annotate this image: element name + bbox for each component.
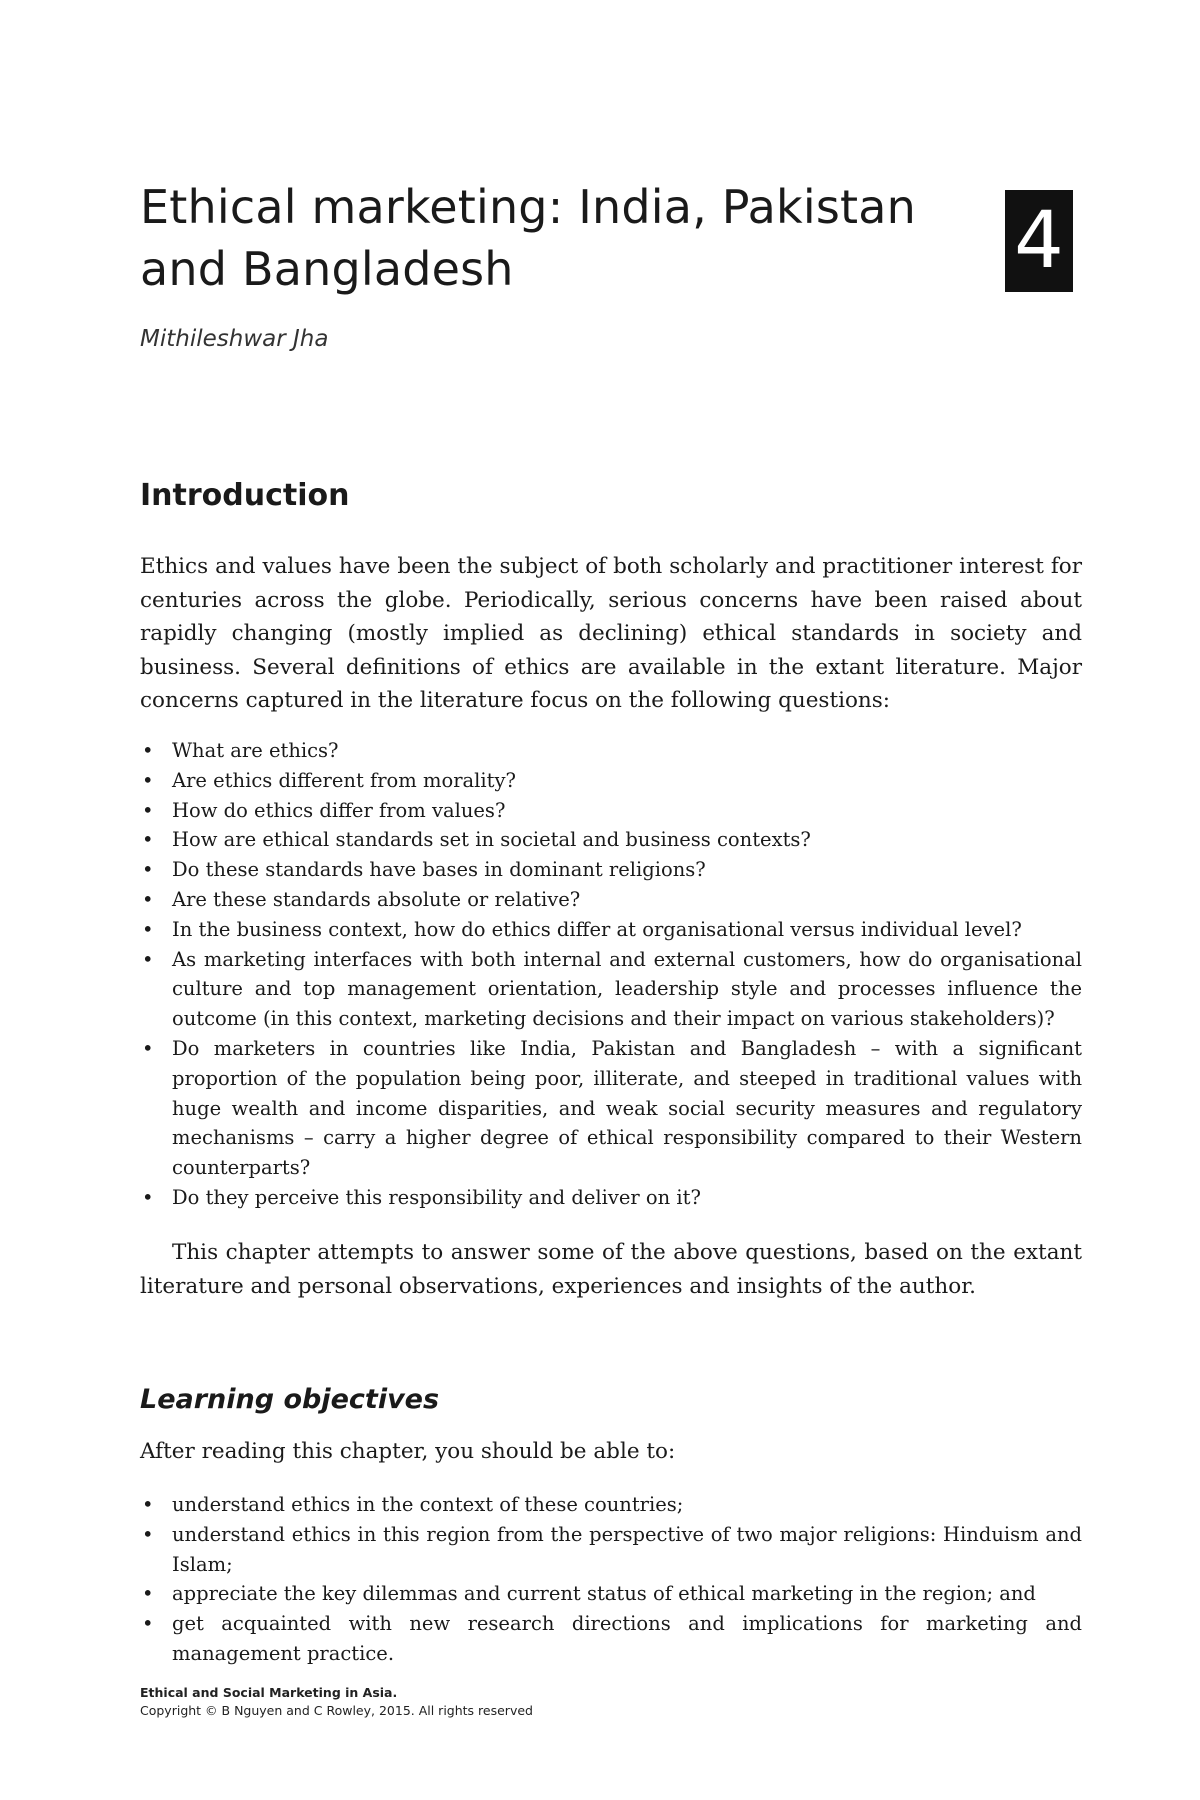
bullet-icon: • <box>142 1493 154 1516</box>
bullet-icon: • <box>142 739 154 762</box>
objective-item <box>140 1490 1082 1520</box>
learning-objectives-heading: Learning objectives <box>140 1384 440 1415</box>
bullet-icon: • <box>142 798 154 822</box>
question-item <box>140 945 1082 1034</box>
bullet-icon: • <box>142 1522 154 1546</box>
introduction-closing-block <box>140 1236 1082 1303</box>
footer-book-title: Ethical and Social Marketing in Asia. <box>140 1685 398 1700</box>
chapter-title <box>140 176 960 300</box>
bullet-icon: • <box>142 887 154 911</box>
bullet-icon: • <box>142 917 154 941</box>
objective-text: get acquainted with new research directions and implications for marketing and management practice. <box>172 1612 1082 1665</box>
question-text: Do these standards have bases in dominant religions? <box>172 858 706 882</box>
question-item <box>140 855 1082 885</box>
question-text: Are ethics different from morality? <box>172 768 516 792</box>
objective-text: appreciate the key dilemmas and current status of ethical marketing in the region; and <box>172 1582 1036 1606</box>
introduction-paragraph-block <box>140 550 1082 718</box>
learning-objectives-list-block <box>140 1490 1082 1669</box>
chapter-title-line-1: Ethical marketing: India, Pakistan <box>140 180 916 234</box>
question-item <box>140 1034 1082 1183</box>
footer-copyright: Copyright © B Nguyen and C Rowley, 2015. All rights reserved <box>140 1703 533 1718</box>
bullet-icon: • <box>142 1036 154 1060</box>
bullet-icon: • <box>142 768 154 792</box>
introduction-paragraph: Ethics and values have been the subject of both scholarly and practitioner interest for centuries across the globe. Periodically, serious concerns have been raised about rapidly changing (mostly implied as declining) ethical standards in society and business. Several definitions of ethics are available in the extant literature. Major concerns captured in the literature focus on the following questions: <box>140 554 1082 713</box>
chapter-title-line-2: and Bangladesh <box>140 242 514 296</box>
bullet-icon: • <box>142 1612 154 1636</box>
introduction-heading: Introduction <box>140 478 350 513</box>
question-item <box>140 766 1082 796</box>
objective-item <box>140 1520 1082 1580</box>
bullet-icon: • <box>142 858 154 882</box>
introduction-question-list <box>140 736 1082 1213</box>
bullet-icon: • <box>142 828 154 852</box>
page-footer <box>140 1684 533 1720</box>
question-item <box>140 915 1082 945</box>
question-text: Do they perceive this responsibility and deliver on it? <box>172 1185 701 1209</box>
question-text: In the business context, how do ethics differ at organisational versus individual level? <box>172 917 1022 941</box>
bullet-icon: • <box>142 1185 154 1209</box>
learning-objectives-intro-block <box>140 1435 1082 1469</box>
introduction-question-list-block <box>140 736 1082 1213</box>
learning-objectives-list <box>140 1490 1082 1669</box>
objective-item <box>140 1579 1082 1609</box>
question-item <box>140 885 1082 915</box>
question-text: Are these standards absolute or relative? <box>172 887 581 911</box>
question-text: What are ethics? <box>172 739 339 762</box>
question-item <box>140 1183 1082 1213</box>
bullet-icon: • <box>142 1582 154 1606</box>
objective-item <box>140 1609 1082 1669</box>
chapter-author: Mithileshwar Jha <box>140 326 329 352</box>
objective-text: understand ethics in the context of these countries; <box>172 1493 684 1516</box>
question-item <box>140 736 1082 766</box>
chapter-number-badge: 4 <box>1005 190 1073 292</box>
objective-text: understand ethics in this region from the perspective of two major religions: Hinduism and Islam; <box>172 1522 1082 1576</box>
question-text: As marketing interfaces with both internal and external customers, how do organisational culture and top management orientation, leadership style and processes influence the outcome (in this context, marketing decisions and their impact on various stakeholders)? <box>172 947 1082 1031</box>
learning-objectives-intro: After reading this chapter, you should be able to: <box>140 1439 676 1464</box>
question-text: How are ethical standards set in societal and business contexts? <box>172 828 811 852</box>
question-item <box>140 796 1082 826</box>
question-text: How do ethics differ from values? <box>172 798 506 822</box>
introduction-closing-paragraph: This chapter attempts to answer some of the above questions, based on the extant literature and personal observations, experiences and insights of the author. <box>140 1240 1082 1299</box>
question-text: Do marketers in countries like India, Pakistan and Bangladesh – with a significant proportion of the population being poor, illiterate, and steeped in traditional values with huge wealth and income disparities, and weak social security measures and regulatory mechanisms – carry a higher degree of ethical responsibility compared to their Western counterparts? <box>172 1036 1082 1180</box>
question-item <box>140 825 1082 855</box>
bullet-icon: • <box>142 947 154 971</box>
